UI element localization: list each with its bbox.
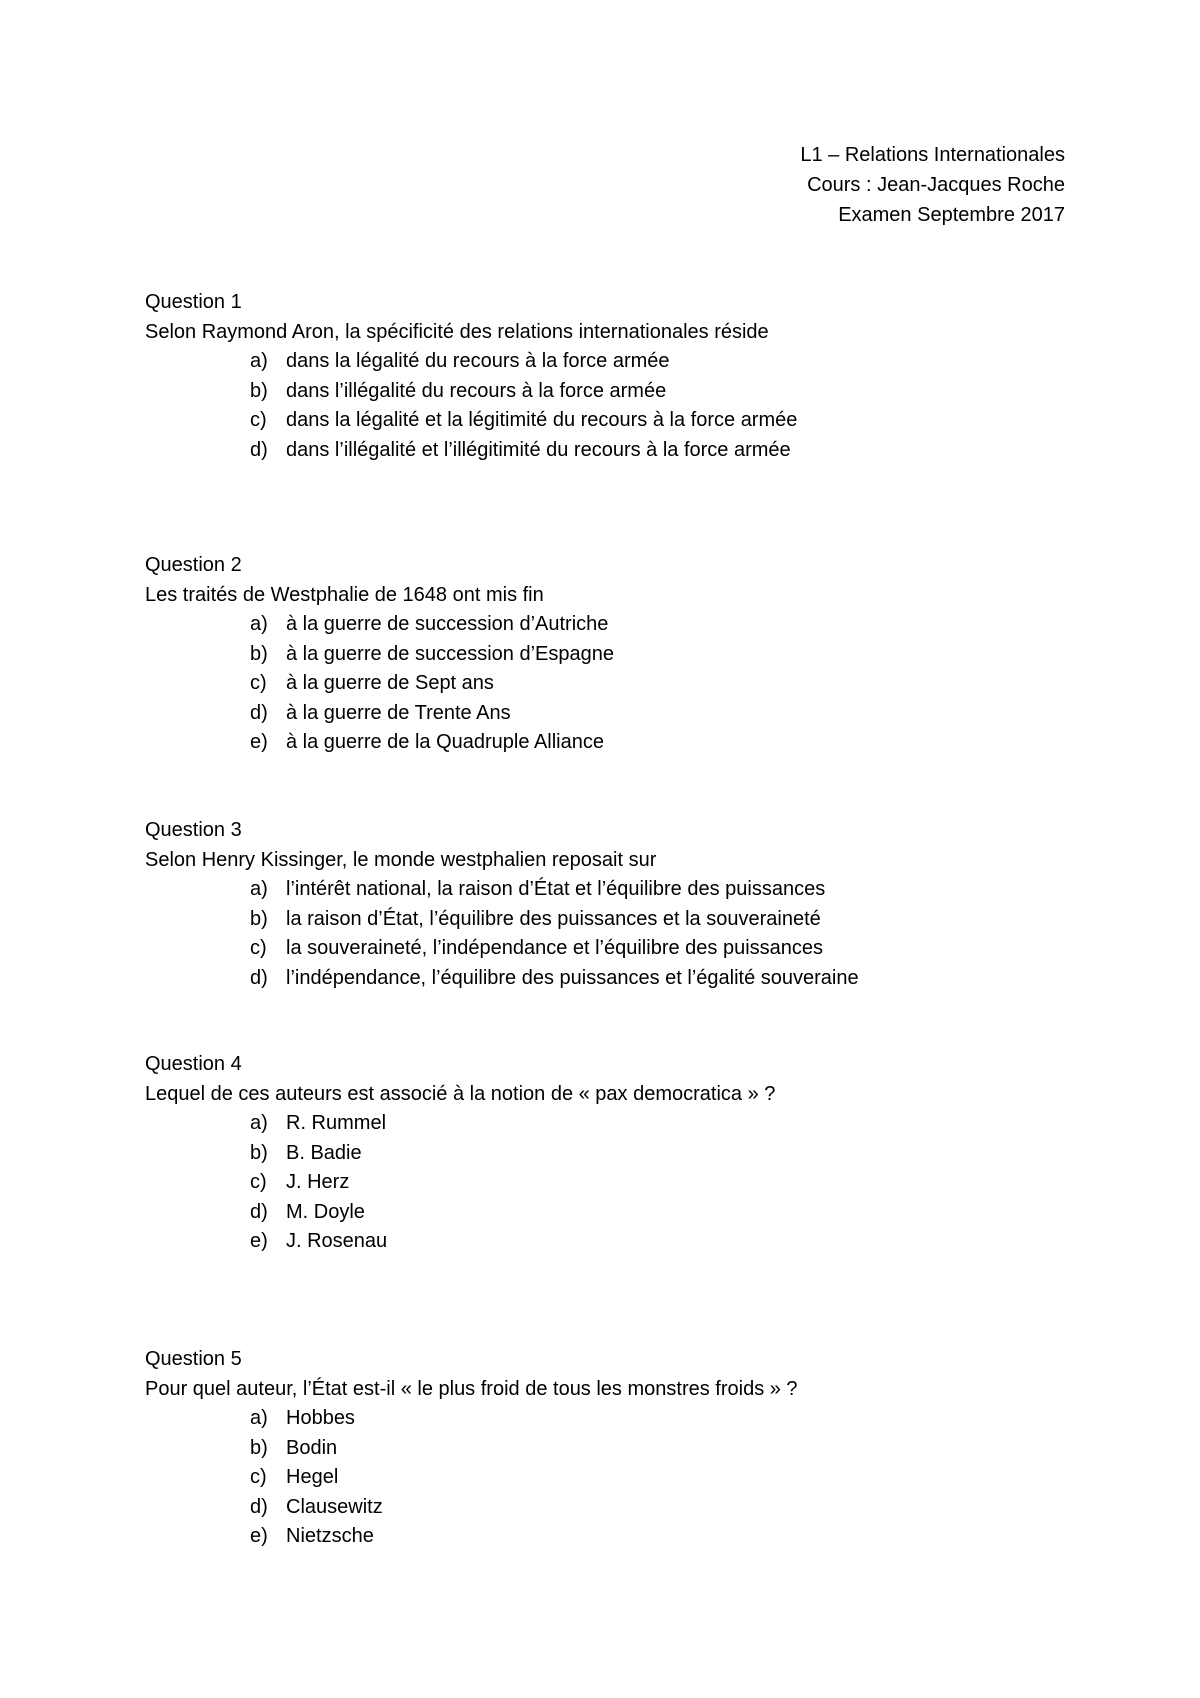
choice-letter: c) (250, 672, 267, 694)
choice-e (250, 1227, 1095, 1257)
choice-letter: b) (250, 379, 268, 402)
choice-text: B. Badie (286, 1141, 362, 1164)
choice-letter: d) (250, 438, 268, 461)
choice-letter: d) (250, 701, 268, 724)
question-title: Question 2 (145, 554, 242, 576)
choice-text: dans la légalité et la légitimité du recours à la force armée (286, 409, 798, 431)
choice-letter: b) (250, 642, 268, 665)
choice-c (250, 1463, 1095, 1493)
question-title: Question 3 (145, 819, 242, 841)
choice-list (250, 610, 1095, 758)
question-title: Question 5 (145, 1348, 242, 1370)
choice-c (250, 1168, 1095, 1198)
choice-letter: a) (250, 613, 268, 635)
choice-text: à la guerre de Trente Ans (286, 701, 511, 724)
choice-letter: b) (250, 1141, 268, 1164)
choice-a (250, 1404, 1095, 1434)
choice-d (250, 1198, 1095, 1228)
choice-text: la raison d’État, l’équilibre des puissances et la souveraineté (286, 907, 821, 930)
choice-list (250, 1109, 1095, 1257)
choice-e (250, 728, 1095, 758)
question-title: Question 1 (145, 291, 242, 313)
choice-letter: c) (250, 937, 267, 959)
choice-text: dans la légalité du recours à la force armée (286, 350, 670, 372)
question-prompt: Pour quel auteur, l’État est-il « le plus froid de tous les monstres froids » ? (145, 1377, 798, 1400)
choice-letter: b) (250, 907, 268, 930)
question-5 (145, 1345, 1095, 1552)
choice-text: M. Doyle (286, 1200, 365, 1223)
choice-letter: d) (250, 1200, 268, 1223)
choice-d (250, 699, 1095, 729)
choice-text: l’indépendance, l’équilibre des puissances et l’égalité souveraine (286, 966, 859, 989)
choice-text: la souveraineté, l’indépendance et l’équilibre des puissances (286, 937, 824, 959)
choice-letter: a) (250, 878, 268, 900)
choice-b (250, 905, 1095, 935)
question-4 (145, 1050, 1095, 1257)
choice-c (250, 669, 1095, 699)
choice-text: R. Rummel (286, 1112, 387, 1134)
question-prompt: Selon Raymond Aron, la spécificité des relations internationales réside (145, 320, 769, 343)
question-1 (145, 288, 1095, 465)
choice-d (250, 1493, 1095, 1523)
choice-text: Bodin (286, 1436, 338, 1459)
choice-a (250, 1109, 1095, 1139)
choice-text: à la guerre de la Quadruple Alliance (286, 731, 604, 753)
choice-letter: e) (250, 1525, 268, 1547)
exam-header (800, 140, 1065, 230)
choice-text: Nietzsche (286, 1525, 374, 1547)
choice-a (250, 610, 1095, 640)
choice-text: J. Rosenau (286, 1230, 388, 1252)
choice-letter: d) (250, 966, 268, 989)
choice-text: J. Herz (286, 1171, 350, 1193)
choice-text: à la guerre de succession d’Autriche (286, 613, 609, 635)
choice-d (250, 964, 1095, 994)
choice-list (250, 347, 1095, 465)
choice-b (250, 1434, 1095, 1464)
choice-letter: a) (250, 1407, 268, 1429)
choice-letter: b) (250, 1436, 268, 1459)
question-prompt: Les traités de Westphalie de 1648 ont mis fin (145, 583, 544, 606)
choice-text: Hegel (286, 1466, 339, 1488)
choice-letter: a) (250, 1112, 268, 1134)
choice-text: à la guerre de succession d’Espagne (286, 642, 614, 665)
choice-text: Clausewitz (286, 1495, 383, 1518)
choice-c (250, 406, 1095, 436)
choice-e (250, 1522, 1095, 1552)
choice-b (250, 1139, 1095, 1169)
choice-letter: c) (250, 409, 267, 431)
choice-text: dans l’illégalité du recours à la force armée (286, 379, 667, 402)
choice-list (250, 875, 1095, 993)
choice-letter: c) (250, 1171, 267, 1193)
choice-text: Hobbes (286, 1407, 355, 1429)
choice-b (250, 640, 1095, 670)
choice-text: à la guerre de Sept ans (286, 672, 494, 694)
choice-list (250, 1404, 1095, 1552)
choice-letter: d) (250, 1495, 268, 1518)
choice-text: l’intérêt national, la raison d’État et l’équilibre des puissances (286, 878, 826, 900)
exam-session: Examen Septembre 2017 (838, 204, 1065, 226)
choice-letter: e) (250, 731, 268, 753)
choice-d (250, 436, 1095, 466)
choice-letter: c) (250, 1466, 267, 1488)
choice-a (250, 347, 1095, 377)
question-prompt: Selon Henry Kissinger, le monde westphalien reposait sur (145, 848, 657, 871)
choice-letter: a) (250, 350, 268, 372)
course-instructor: Cours : Jean-Jacques Roche (807, 174, 1065, 196)
choice-b (250, 377, 1095, 407)
choice-text: dans l’illégalité et l’illégitimité du recours à la force armée (286, 438, 791, 461)
question-2 (145, 551, 1095, 758)
choice-letter: e) (250, 1230, 268, 1252)
question-3 (145, 816, 1095, 993)
question-title: Question 4 (145, 1053, 242, 1075)
course-title: L1 – Relations Internationales (800, 144, 1065, 166)
choice-c (250, 934, 1095, 964)
question-prompt: Lequel de ces auteurs est associé à la notion de « pax democratica » ? (145, 1082, 776, 1105)
choice-a (250, 875, 1095, 905)
